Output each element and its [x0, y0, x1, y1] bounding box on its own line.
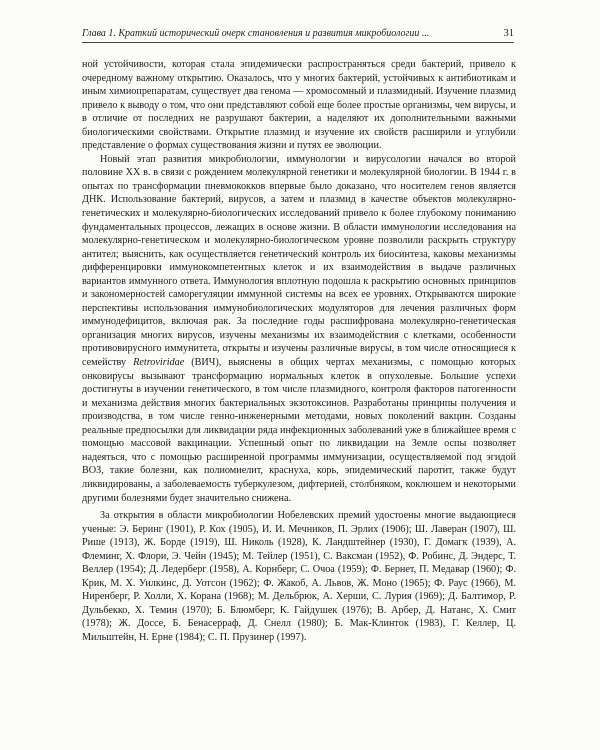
paragraph-continuation: ной устойчивости, которая стала эпидемически распространяться среди бактерий, привело к очередному важному открытию. Оказалось, что у многих бактерий, устойчивых к антибиотикам и иным химиопрепаратам, существует два генома — хромосомный и плазмидный. Изучение плазмид привело к выводу о том, что они представляют собой еще более простые организмы, чем вирусы, и в отличие от последних не разрушают бактерии, а наделяют их дополнительными важными биологическими свойствами. Открытие плазмид и изучение их свойств расширили и углубили представление о формах существования жизни и путях ее эволюции. — [82, 59, 516, 152]
chapter-title: Глава 1. Краткий исторический очерк становления и развития микробиологии ... — [82, 28, 430, 39]
paragraph-new-stage: Новый этап развития микробиологии, иммунологии и вирусологии начался во второй половине XX в. в связи с рождением молекулярной генетики и молекулярной биологии. В 1944 г. в опытах по трансформации пневмококков впервые было доказано, что носителем генов является ДНК. Использование бактерий, вирусов, а затем и плазмид в качестве объектов молекулярно-генетических и молекулярно-биологических исследований привело к более глубокому пониманию фундаментальных процессов, лежащих в основе жизни. В области иммунологии исследования на молекулярно-генетическом и молекулярно-биологическом уровне позволили раскрыть структуру антител; выяснить, как осуществляется генетический контроль их биосинтеза, каковы механизмы дифференцировки иммунокомпетентных клеток и их взаимодействия в выдаче различных вариантов иммунного ответа. Иммунология вплотную подошла к раскрытию основных принципов и закономерностей саморегуляции иммунной системы на всех ее уровнях. Открываются широкие перспективы использования иммунобиологических модуляторов для лечения различных форм иммунодефицитов, включая рак. За последние годы расшифрована молекулярно-генетическая организация многих вирусов, изучены механизмы их взаимодействия с клетками, особенности противовирусного иммунитета, открыты и изучены различные вирусы, в том числе относящиеся к семейству Retroviridae (ВИЧ), выяснены в общих чертах механизмы, с помощью которых онковирусы вызывают трансформацию нормальных клеток в опухолевые. Большие успехи достигнуты в изучении генетического, в том числе плазмидного, контроля факторов патогенности и механизма действия многих бактериальных экзотоксинов. Разработаны принципы получения и производства, в том числе генно-инженерными методами, новых поколений вакцин. Созданы реальные предпосылки для ликвидации ряда инфекционных заболеваний уже в ближайшее время с помощью массовой вакцинации. Успешный опыт по ликвидации на Земле оспы позволяет надеяться, что с помощью расширенной программы иммунизации, осуществляемой под эгидой ВОЗ, такие болезни, как полиомиелит, краснуха, корь, эпидемический паротит, также будут ликвидированы, а заболеваемость туберкулезом, дифтерией, столбняком, коклюшем и некоторыми другими болезнями будет значительно снижена. — [82, 153, 516, 504]
page-number: 31 — [503, 28, 514, 39]
paragraph-nobel-prizes: За открытия в области микробиологии Нобелевских премий удостоены многие выдающиеся ученые: Э. Беринг (1901), Р. Кох (1905), И. И. Мечников, П. Эрлих (1906); Ш. Лаверан (1907), Ш. Рише (1913), Ж. Борде (1919), Ш. Николь (1928), К. Ландштейнер (1930), Г. Домагк (1939), А. Флеминг, Х. Флори, Э. Чейн (1945); М. Тейлер (1951), С. Ваксман (1952), Ф. Робинс, Д. Эндерс, Т. Веллер (1954); Д. Ледерберг (1958), А. Корнберг, С. Очоа (1959); Ф. Бернет, П. Медавар (1960); Ф. Крик, М. Х. Уилкинс, Д. Уотсон (1962); Ф. Жакоб, А. Львов, Ж. Моно (1965); Ф. Раус (1966), М. Ниренберг, Р. Холли, Х. Корана (1968); М. Дельбрюк, А. Херши, С. Лурия (1969); Д. Балтимор, Р. Дульбекко, Х. Темин (1970); Б. Блюмберг, К. Гайдушек (1976); В. Арбер, Д. Натанс, Х. Смит (1978); Ж. Доссе, Б. Бенасерраф, Д. Снелл (1980); Б. Мак-Клинток (1983), Г. Келлер, Ц. Мильштейн, Н. Ерне (1984); С. П. Прузинер (1997). — [82, 510, 516, 643]
running-header — [82, 28, 514, 43]
italic-term: Retroviridae — [133, 357, 185, 369]
page-body — [82, 58, 516, 645]
